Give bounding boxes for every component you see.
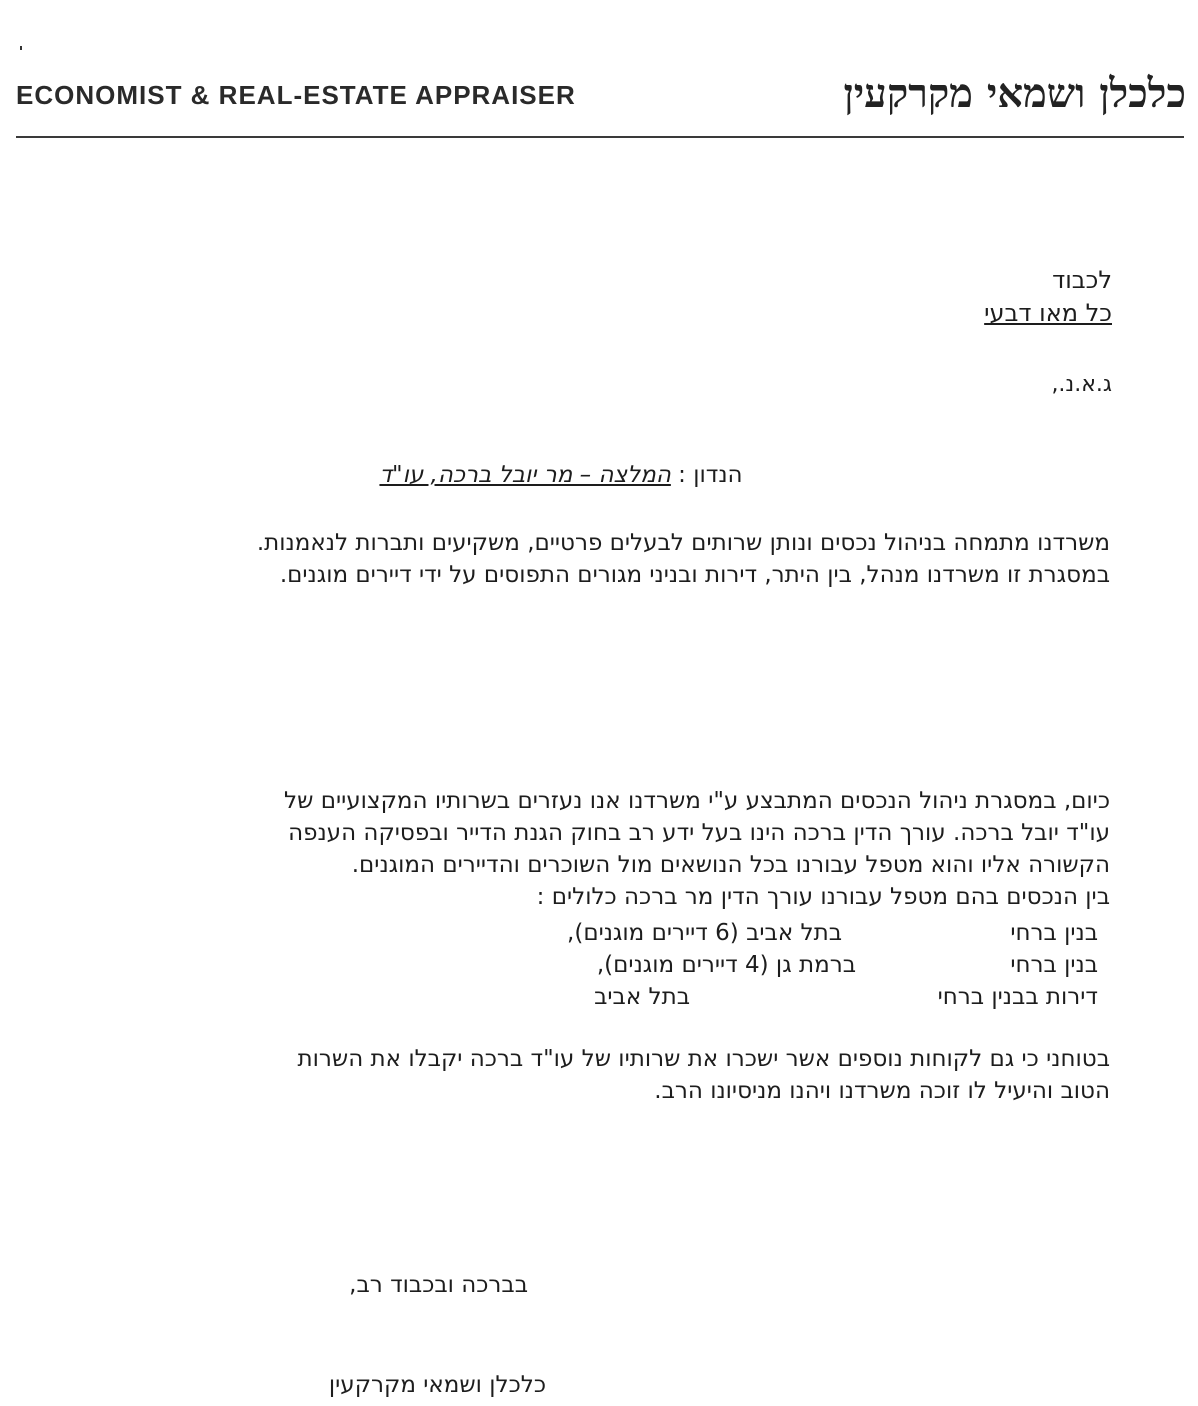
letterhead-divider xyxy=(16,136,1184,138)
signature-name: כלכלן ושמאי מקרקעין xyxy=(328,1372,546,1398)
property-3-location: בתל אביב xyxy=(594,984,690,1010)
main-paragraph-line-2: עו"ד יובל ברכה. עורך הדין ברכה הינו בעל ידע רב בחוק הגנת הדייר ובפסיקה הענפה xyxy=(288,820,1110,846)
greeting: ג.א.נ., xyxy=(1051,372,1112,397)
main-paragraph-line-3: הקשורה אליו והוא מטפל עבורנו בכל הנושאים מול השוכרים והדיירים המוגנים. xyxy=(351,852,1110,878)
property-3-name: דירות בבנין ברחי xyxy=(937,984,1098,1010)
closing-line-2: הטוב והיעיל לו זוכה משרדנו ויהנו מניסיונו הרב. xyxy=(654,1078,1110,1104)
property-2-name: בנין ברחי xyxy=(1010,952,1098,978)
signoff: בברכה ובכבוד רב, xyxy=(349,1272,528,1298)
property-1-location: בתל אביב (6 דיירים מוגנים), xyxy=(567,920,842,946)
property-2-location: ברמת גן (4 דיירים מוגנים), xyxy=(596,952,856,978)
scan-speck xyxy=(20,46,22,50)
closing-line-1: בטוחני כי גם לקוחות נוספים אשר ישכרו את שרותיו של עו"ד ברכה יקבלו את השרות xyxy=(297,1046,1110,1072)
subject-line xyxy=(300,462,822,488)
addressee-salutation: לכבוד xyxy=(1052,266,1112,294)
intro-line-2: במסגרת זו משרדנו מנהל, בין היתר, דירות ובניני מגורים התפוסים על ידי דיירים מוגנים. xyxy=(279,562,1110,588)
subject-title: המלצה – מר יובל ברכה, עו"ד xyxy=(379,462,671,488)
subject-label: הנדון : xyxy=(678,462,743,488)
property-1-name: בנין ברחי xyxy=(1010,920,1098,946)
letterhead-english-title: ECONOMIST & REAL-ESTATE APPRAISER xyxy=(16,80,576,110)
intro-line-1: משרדנו מתמחה בניהול נכסים ונותן שרותים לבעלים פרטיים, משקיעים ותברות לנאמנות. xyxy=(256,530,1110,556)
addressee-name: כל מאו דבעי xyxy=(984,299,1112,327)
main-paragraph-line-1: כיום, במסגרת ניהול הנכסים המתבצע ע"י משרדנו אנו נעזרים בשרותיו המקצועיים של xyxy=(284,788,1110,814)
main-paragraph-line-4: בין הנכסים בהם מטפל עבורנו עורך הדין מר ברכה כלולים : xyxy=(536,884,1110,910)
letterhead-hebrew-title: כלכלן ושמאי מקרקעין xyxy=(843,70,1186,117)
